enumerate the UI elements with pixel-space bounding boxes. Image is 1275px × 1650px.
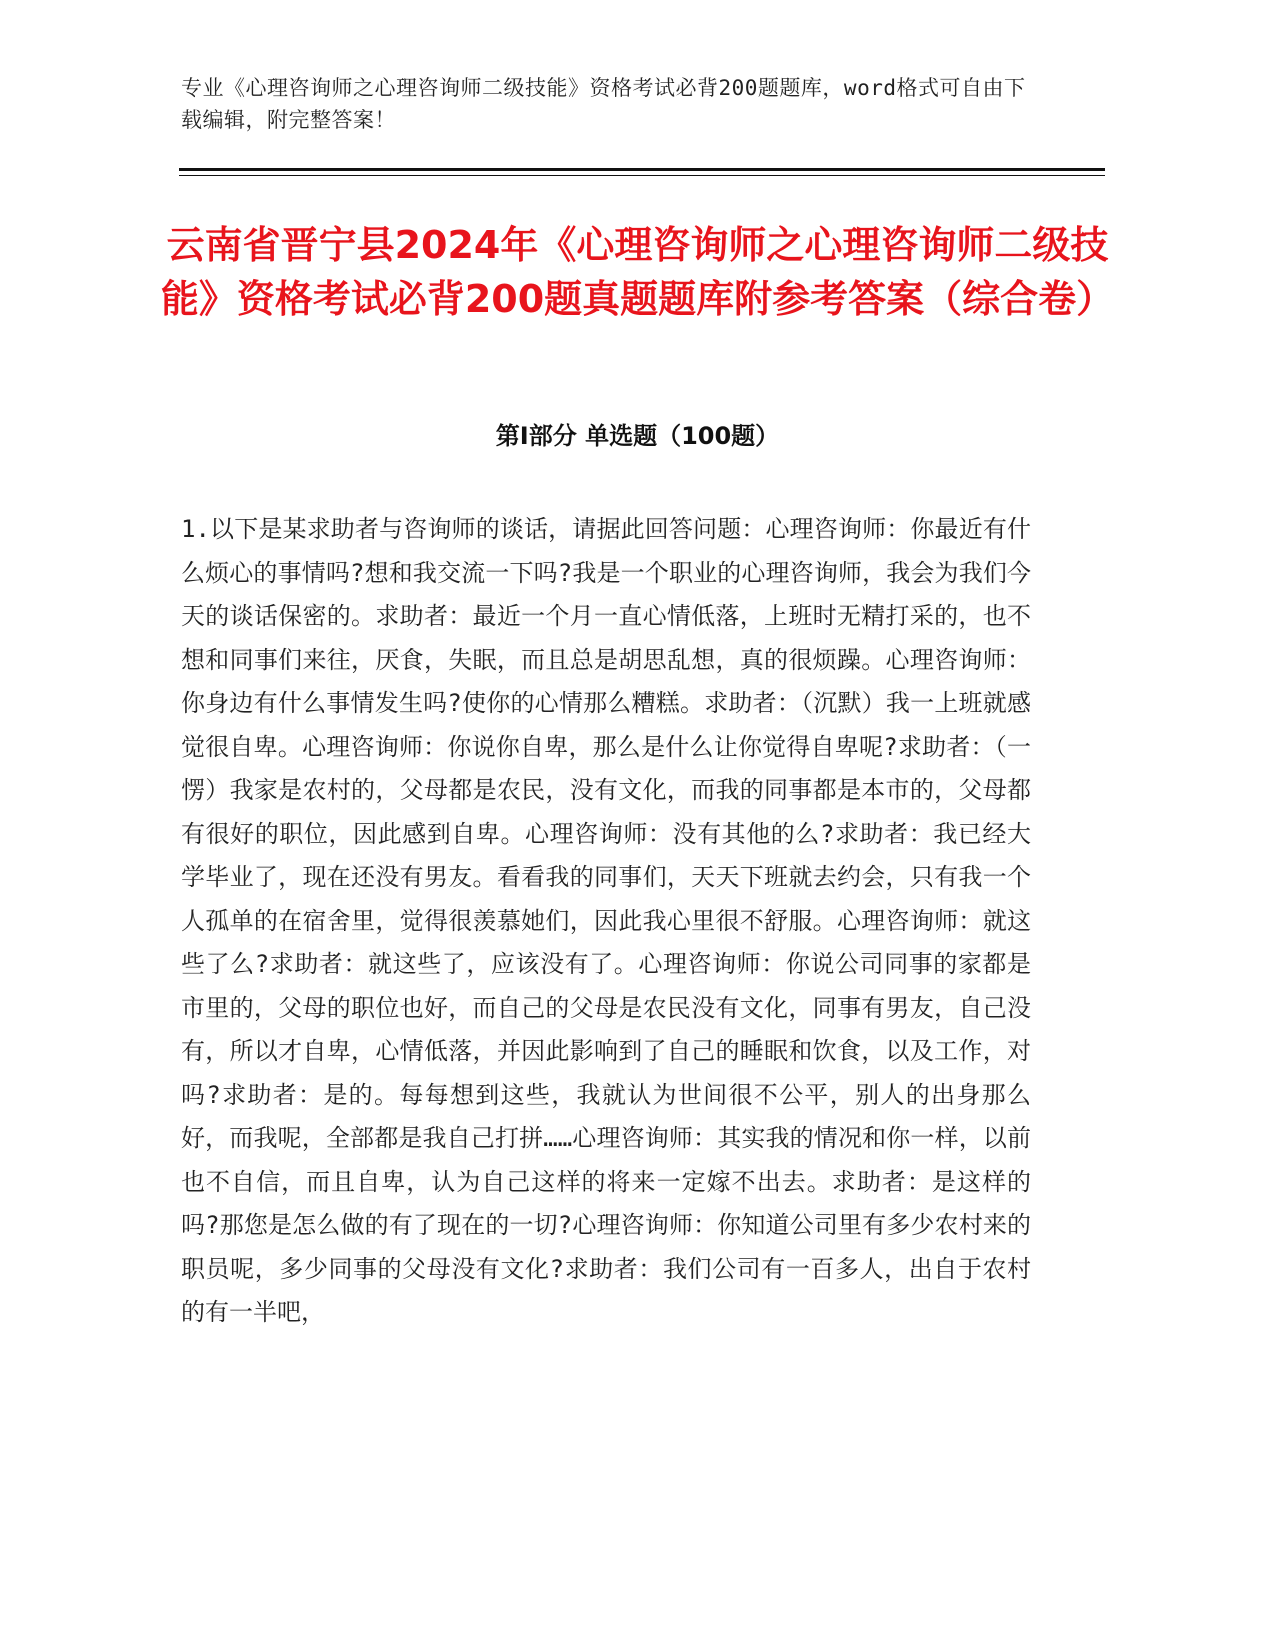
header-divider-thin <box>179 175 1105 176</box>
question-item <box>181 508 1031 1335</box>
header-divider-thick <box>179 168 1105 171</box>
question-text: 以下是某求助者与咨询师的谈话，请据此回答问题：心理咨询师：你最近有什么烦心的事情吗?想和我交流一下吗?我是一个职业的心理咨询师，我会为我们今天的谈话保密的。求助者：最近一个月一直心情低落，上班时无精打采的，也不想和同事们来往，厌食，失眠，而且总是胡思乱想，真的很烦躁。心理咨询师：你身边有什么事情发生吗?使你的心情那么糟糕。求助者：（沉默）我一上班就感觉很自卑。心理咨询师：你说你自卑，那么是什么让你觉得自卑呢?求助者：（一愣）我家是农村的，父母都是农民，没有文化，而我的同事都是本市的，父母都有很好的职位，因此感到自卑。心理咨询师：没有其他的么?求助者：我已经大学毕业了，现在还没有男友。看看我的同事们，天天下班就去约会，只有我一个人孤单的在宿舍里，觉得很羡慕她们，因此我心里很不舒服。心理咨询师：就这些了么?求助者：就这些了，应该没有了。心理咨询师：你说公司同事的家都是市里的，父母的职位也好，而自己的父母是农民没有文化，同事有男友，自己没有，所以才自卑，心情低落，并因此影响到了自己的睡眠和饮食，以及工作，对吗?求助者：是的。每每想到这些，我就认为世间很不公平，别人的出身那么好，而我呢，全部都是我自己打拼……心理咨询师：其实我的情况和你一样，以前也不自信，而且自卑，认为自己这样的将来一定嫁不出去。求助者：是这样的吗?那您是怎么做的有了现在的一切?心理咨询师：你知道公司里有多少农村来的职员呢，多少同事的父母没有文化?求助者：我们公司有一百多人，出自于农村的有一半吧， <box>181 515 1031 1326</box>
question-number: 1. <box>181 515 210 543</box>
document-title: 云南省晋宁县2024年《心理咨询师之心理咨询师二级技能》资格考试必背200题真题题库附参考答案（综合卷） <box>160 223 1115 321</box>
header-note: 专业《心理咨询师之心理咨询师二级技能》资格考试必背200题题库，word格式可自由下载编辑，附完整答案！ <box>181 76 1026 132</box>
section-title: 第Ⅰ部分 单选题（100题） <box>495 422 780 450</box>
